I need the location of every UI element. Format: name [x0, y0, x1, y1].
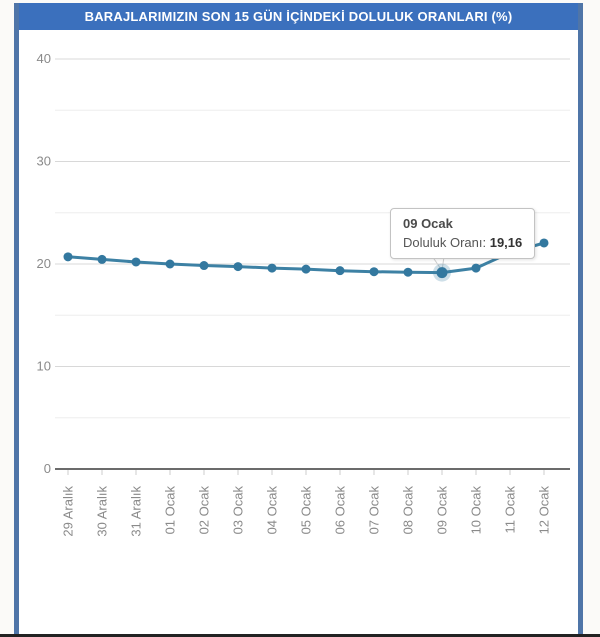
x-tick-label: 01 Ocak: [162, 486, 178, 535]
data-point[interactable]: [234, 262, 243, 271]
data-point[interactable]: [268, 264, 277, 273]
y-axis-label: 0: [43, 461, 51, 476]
y-axis-label: 30: [36, 153, 51, 169]
data-point[interactable]: [404, 268, 413, 277]
data-point[interactable]: [336, 266, 345, 275]
x-tick-label: 09 Ocak: [434, 486, 450, 535]
tooltip-date: 09 Ocak: [403, 216, 453, 231]
y-axis-label: 40: [36, 51, 51, 66]
x-tick-label: 12 Ocak: [536, 486, 552, 535]
tooltip-value-row: [403, 234, 522, 251]
x-tick-label: 10 Ocak: [468, 486, 484, 535]
data-point[interactable]: [370, 267, 379, 276]
tooltip-value: 19,16: [489, 235, 523, 250]
data-point[interactable]: [472, 264, 481, 273]
y-axis-label: 20: [36, 256, 51, 271]
data-point[interactable]: [132, 257, 141, 266]
x-tick-label: 11 Ocak: [502, 486, 518, 534]
x-tick-label: 04 Ocak: [264, 486, 280, 535]
y-axis-label: 10: [36, 358, 51, 374]
x-tick-label: 31 Aralık: [128, 486, 144, 537]
data-point[interactable]: [540, 238, 549, 247]
data-point[interactable]: [200, 261, 209, 270]
x-tick-label: 08 Ocak: [400, 486, 416, 535]
data-point[interactable]: [437, 267, 448, 278]
x-tick-label: 07 Ocak: [366, 486, 382, 535]
x-tick-label: 02 Ocak: [196, 486, 212, 535]
data-point[interactable]: [64, 252, 73, 261]
data-point[interactable]: [302, 265, 311, 274]
x-tick-label: 06 Ocak: [332, 486, 348, 535]
data-point[interactable]: [98, 255, 107, 264]
x-tick-label: 03 Ocak: [230, 486, 246, 535]
chart-tooltip: [390, 208, 535, 259]
tooltip-value-caption: Doluluk Oranı:: [403, 235, 487, 250]
x-tick-label: 29 Aralık: [60, 486, 76, 537]
x-tick-label: 05 Ocak: [298, 486, 314, 535]
data-point[interactable]: [166, 260, 175, 269]
chart-title: BARAJLARIMIZIN SON 15 GÜN İÇİNDEKİ DOLULUK ORANLARI (%): [84, 9, 513, 24]
x-tick-label: 30 Aralık: [94, 486, 110, 537]
